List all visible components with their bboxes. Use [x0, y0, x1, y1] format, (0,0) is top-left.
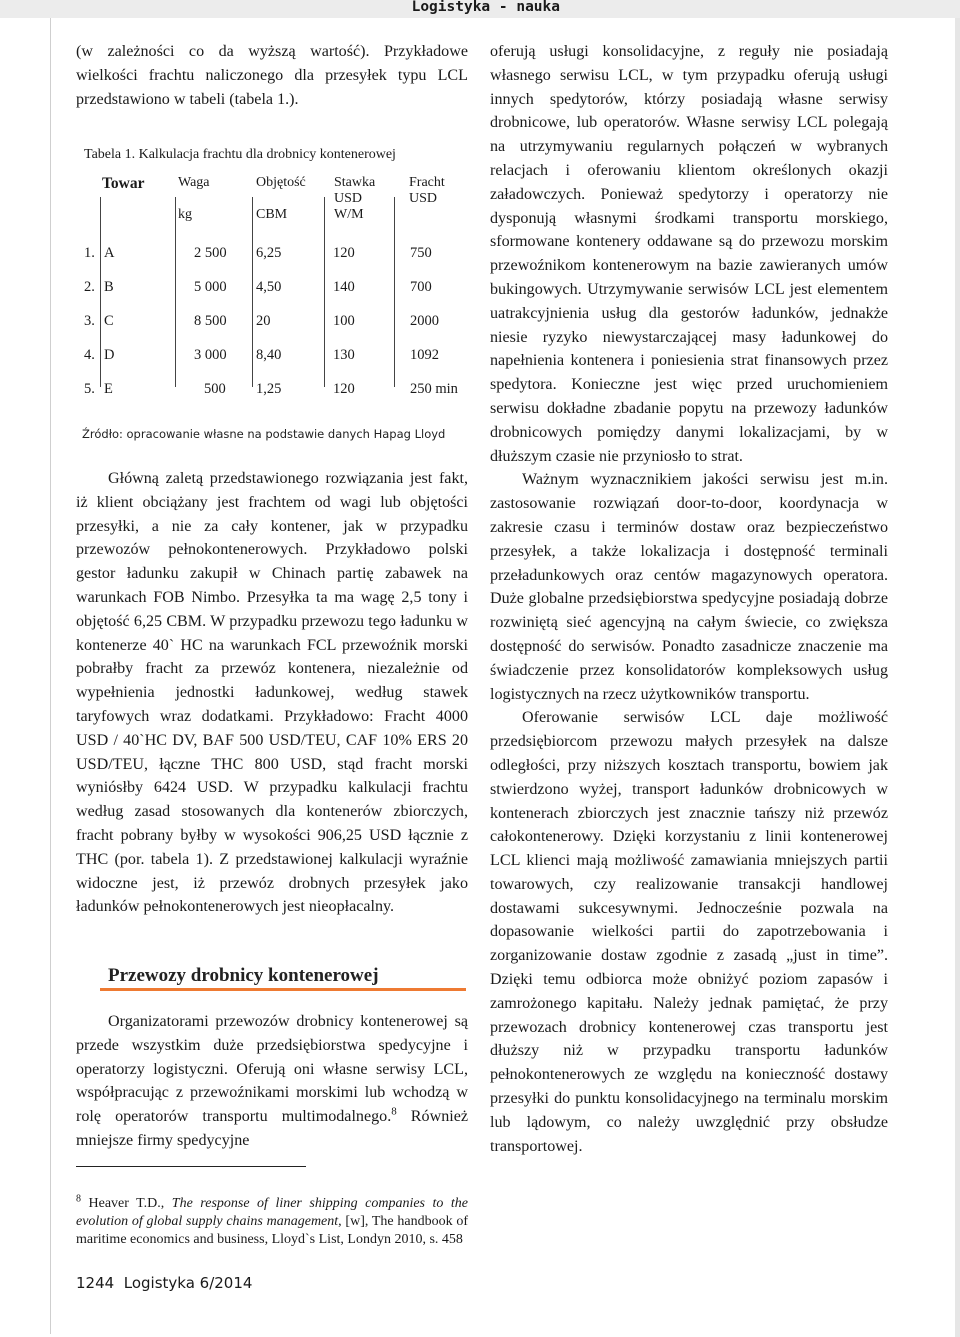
footnote-source: , [w], The handbook of maritime economics and business, Lloyd`s List, Londyn 2010, s. 458: [76, 1214, 468, 1247]
row-objetosc: 8,40: [256, 347, 282, 363]
footnote-rule: [76, 1166, 306, 1167]
row-towar: C: [104, 313, 114, 329]
row-waga: 3 000: [194, 347, 227, 363]
intro-paragraph: (w zależności co da wyższą wartość). Przykładowe wielkości frachtu naliczonego dla przesyłek typu LCL przedstawiono w tabeli (tabela 1.).: [76, 43, 468, 108]
row-stawka: 130: [333, 347, 355, 363]
freight-table: [84, 171, 468, 407]
body-paragraph: Główną zaletą przedstawionego rozwiązania jest fakt, iż klient obciążany jest frachtem od wagi lub objętości przesyłki, a nie za cały kontener, jak w przypadku przewozów pełnokontenerowych. Przykładowo polski gestor ładunku zakupił w Chinach partię zabawek na warunkach FOB Nimbo. Przesyłka ta ma wagę 2,5 tony i objętość 6,25 CBM. W przypadku przewozu tego ładunku w kontenerze 40` HC na warunkach FCL przewoźnik morski pobrałby fracht za przewóz kontenera, niezależnie od wypełnienia jednostki ładunkowej, według stawek taryfowych wraz dodatkami. Przykładowo: Fracht 4000 USD / 40`HC DV, BAF 500 USD/TEU, CAF 10% ERS 20 USD/TEU, łączne THC 800 USD, stąd fracht morski wyniósłby 6424 USD. W przypadku kalkulacji frachtu według zasad stosowanych dla kontenerów zbiorczych, fracht pobrany byłby w wysokości 906,25 USD łącznie z THC (por. tabela 1). Z przedstawionej kalkulacji wyraźnie widoczne jest, iż przewóz drobnych przesyłek jako ładunków pełnokontenerowych jest nieopłacalny.: [76, 470, 468, 916]
right-column: [490, 40, 888, 1158]
header-stawka-unit1: USD: [334, 191, 363, 206]
freight-table-block: [84, 147, 468, 407]
page-footer: [76, 1274, 252, 1292]
right-paragraph-1: oferują usługi konsolidacyjne, z reguły nie posiadają własnego serwisu LCL, w tym przypadku oferują usługi innych spedytorów, którzy posiadają własne serwisy drobnicowe, lub operatorów. Własne serwisy LCL polegają na utrzymywaniu regularnych połączeń w wybranych relacjach i oferowaniu klientom określonych okazji załadowczych. Ponieważ spedytorzy i operatorzy nie dysponują własnymi środkami transportu morskiego, sformowane kontenery oddawane są do przewozu morskim przewoźnikom kontenerowym na bazie zawieranych umów bukingowych. Utrzymywanie serwisów LCL jest elementem uatrakcyjnienia usług dla gestorów ładunków, jednakże niesie ryzyko niewystarczającej masy ładunkowej do napełnienia kontenera i poniesienia strat finansowych przez spedytora. Konieczne jest więc przed uruchomieniem serwisu dokładne zbadanie popytu na przewozy ładunków drobnicowych pomiędzy danymi lokalizacjami, by w dłuższym czasie nie przyniosło to strat.: [490, 43, 888, 465]
journal-title: Logistyka - nauka: [411, 0, 560, 15]
row-objetosc: 4,50: [256, 279, 282, 295]
header-stawka-unit2: W/M: [334, 207, 364, 222]
row-stawka: 140: [333, 279, 355, 295]
header-objetosc: Objętość: [256, 175, 306, 190]
row-number: 3.: [84, 313, 95, 329]
right-paragraph-2: Ważnym wyznacznikiem jakości serwisu jest m.in. zastosowanie rozwiązań door-to-door, koordynacja w zakresie czasu i terminów dostaw oraz bezpieczeństwo przesyłek, a także lokalizacja i dostępność terminali przeładunkowych oraz centów magazynowych operatora. Duże globalne przedsiębiorstwa spedycyjne posiadają dobrze rozwiniętą sieć agencyjną na całym świecie, co zwiększa dostępność do serwisów. Ponadto zasadnicze znaczenie ma świadczenie przez konsolidatorów kompleksowych usług logistycznych na rzecz użytkowników transportu.: [490, 471, 888, 703]
right-paragraph-3: Oferowanie serwisów LCL daje możliwość przedsiębiorcom przewozu małych przesyłek na dalsze odległości, przy niższych kosztach transportu, bowiem jak stwierdzono wyżej, transport ładunków drobnicowych w kontenerach zbiorczych jest znacznie tańszy niż przewóz całokontenerowy. Dzięki korzystaniu z linii kontenerowej LCL klienci mają możliwość zamawiania mniejszych partii towarowych, czy realizowanie transakcji handlowej dostawami sukcesywnymi. Jednocześnie pozwala na dopasowanie wielkości partii do zapotrzebowania i zorganizowanie dostaw zgodnie z zasadą „just in time”. Dzięki temu odbiorca może obniżyć poziom zapasów i zamrożonego kapitału. Należy jednak pamiętać, że przy przewozach drobnicy kontenerowej czas transportu jest dłuższy niż w przypadku transportu ładunków pełnokontenerowych ze względu na konieczność dostawy przesyłki do punktu konsolidacyjnego na terminalu morskim lub lądowym, co należy uwzględnić przy obsłudze transportowej.: [490, 709, 888, 1155]
row-number: 5.: [84, 381, 95, 397]
section-heading: Przewozy drobnicy kontenerowej: [108, 965, 379, 986]
table-header: [84, 171, 468, 237]
journal-header-bar: [0, 0, 960, 18]
section-text: Organizatorami przewozów drobnicy kontenerowej są przede wszystkim duże przedsiębiorstwa spedycyjne i operatorzy logistyczni. Oferują oni własne serwisy LCL, współpracując z przewoźnikami morskimi lub wchodzą w rolę operatorów transportu multimodalnego.: [76, 1013, 468, 1126]
header-towar: Towar: [102, 175, 145, 192]
table-row: [84, 305, 468, 339]
footnote-ref: 8: [391, 1105, 397, 1118]
row-waga: 5 000: [194, 279, 227, 295]
footnote-title: The response of liner shipping companies to the evolution of global supply chains management: [76, 1196, 468, 1229]
right-margin-strip: [955, 18, 960, 1337]
row-fracht: 700: [410, 279, 432, 295]
section-text-cont: Również mniejsze firmy spedycyjne: [76, 1108, 468, 1149]
row-waga: 500: [204, 381, 226, 397]
row-stawka: 120: [333, 245, 355, 261]
table-row: [84, 271, 468, 305]
footnote-number: 8: [76, 1193, 81, 1205]
journal-issue: Logistyka 6/2014: [123, 1274, 253, 1292]
left-column-body: [76, 467, 468, 919]
section-paragraph: [76, 1010, 468, 1153]
table-row: [84, 237, 468, 271]
row-towar: B: [104, 279, 114, 295]
row-fracht: 2000: [410, 313, 439, 329]
footnote: [76, 1195, 468, 1249]
table-row: [84, 339, 468, 373]
header-waga-unit: kg: [178, 207, 192, 222]
row-objetosc: 1,25: [256, 381, 282, 397]
left-column-intro: [76, 40, 468, 111]
page-number: 1244: [76, 1274, 115, 1292]
row-fracht: 750: [410, 245, 432, 261]
row-towar: A: [104, 245, 115, 261]
row-waga: 2 500: [194, 245, 227, 261]
row-fracht: 250 min: [410, 381, 458, 397]
row-towar: E: [104, 381, 113, 397]
row-towar: D: [104, 347, 115, 363]
left-column-section: [76, 1010, 468, 1153]
header-stawka: Stawka: [334, 175, 376, 190]
row-objetosc: 20: [256, 313, 271, 329]
section-heading-underline: [100, 988, 466, 991]
header-fracht: Fracht: [409, 175, 445, 190]
row-number: 4.: [84, 347, 95, 363]
header-objetosc-unit: CBM: [256, 207, 288, 222]
table-row: [84, 373, 468, 407]
header-waga: Waga: [178, 175, 210, 190]
row-stawka: 120: [333, 381, 355, 397]
header-fracht-unit: USD: [409, 191, 438, 206]
row-stawka: 100: [333, 313, 355, 329]
table-caption: Tabela 1. Kalkulacja frachtu dla drobnicy kontenerowej: [84, 147, 396, 162]
row-number: 1.: [84, 245, 95, 261]
footnote-author: Heaver T.D.,: [81, 1196, 172, 1211]
row-objetosc: 6,25: [256, 245, 282, 261]
row-number: 2.: [84, 279, 95, 295]
row-waga: 8 500: [194, 313, 227, 329]
row-fracht: 1092: [410, 347, 439, 363]
table-source-note: Źródło: opracowanie własne na podstawie danych Hapag Lloyd: [82, 427, 446, 441]
